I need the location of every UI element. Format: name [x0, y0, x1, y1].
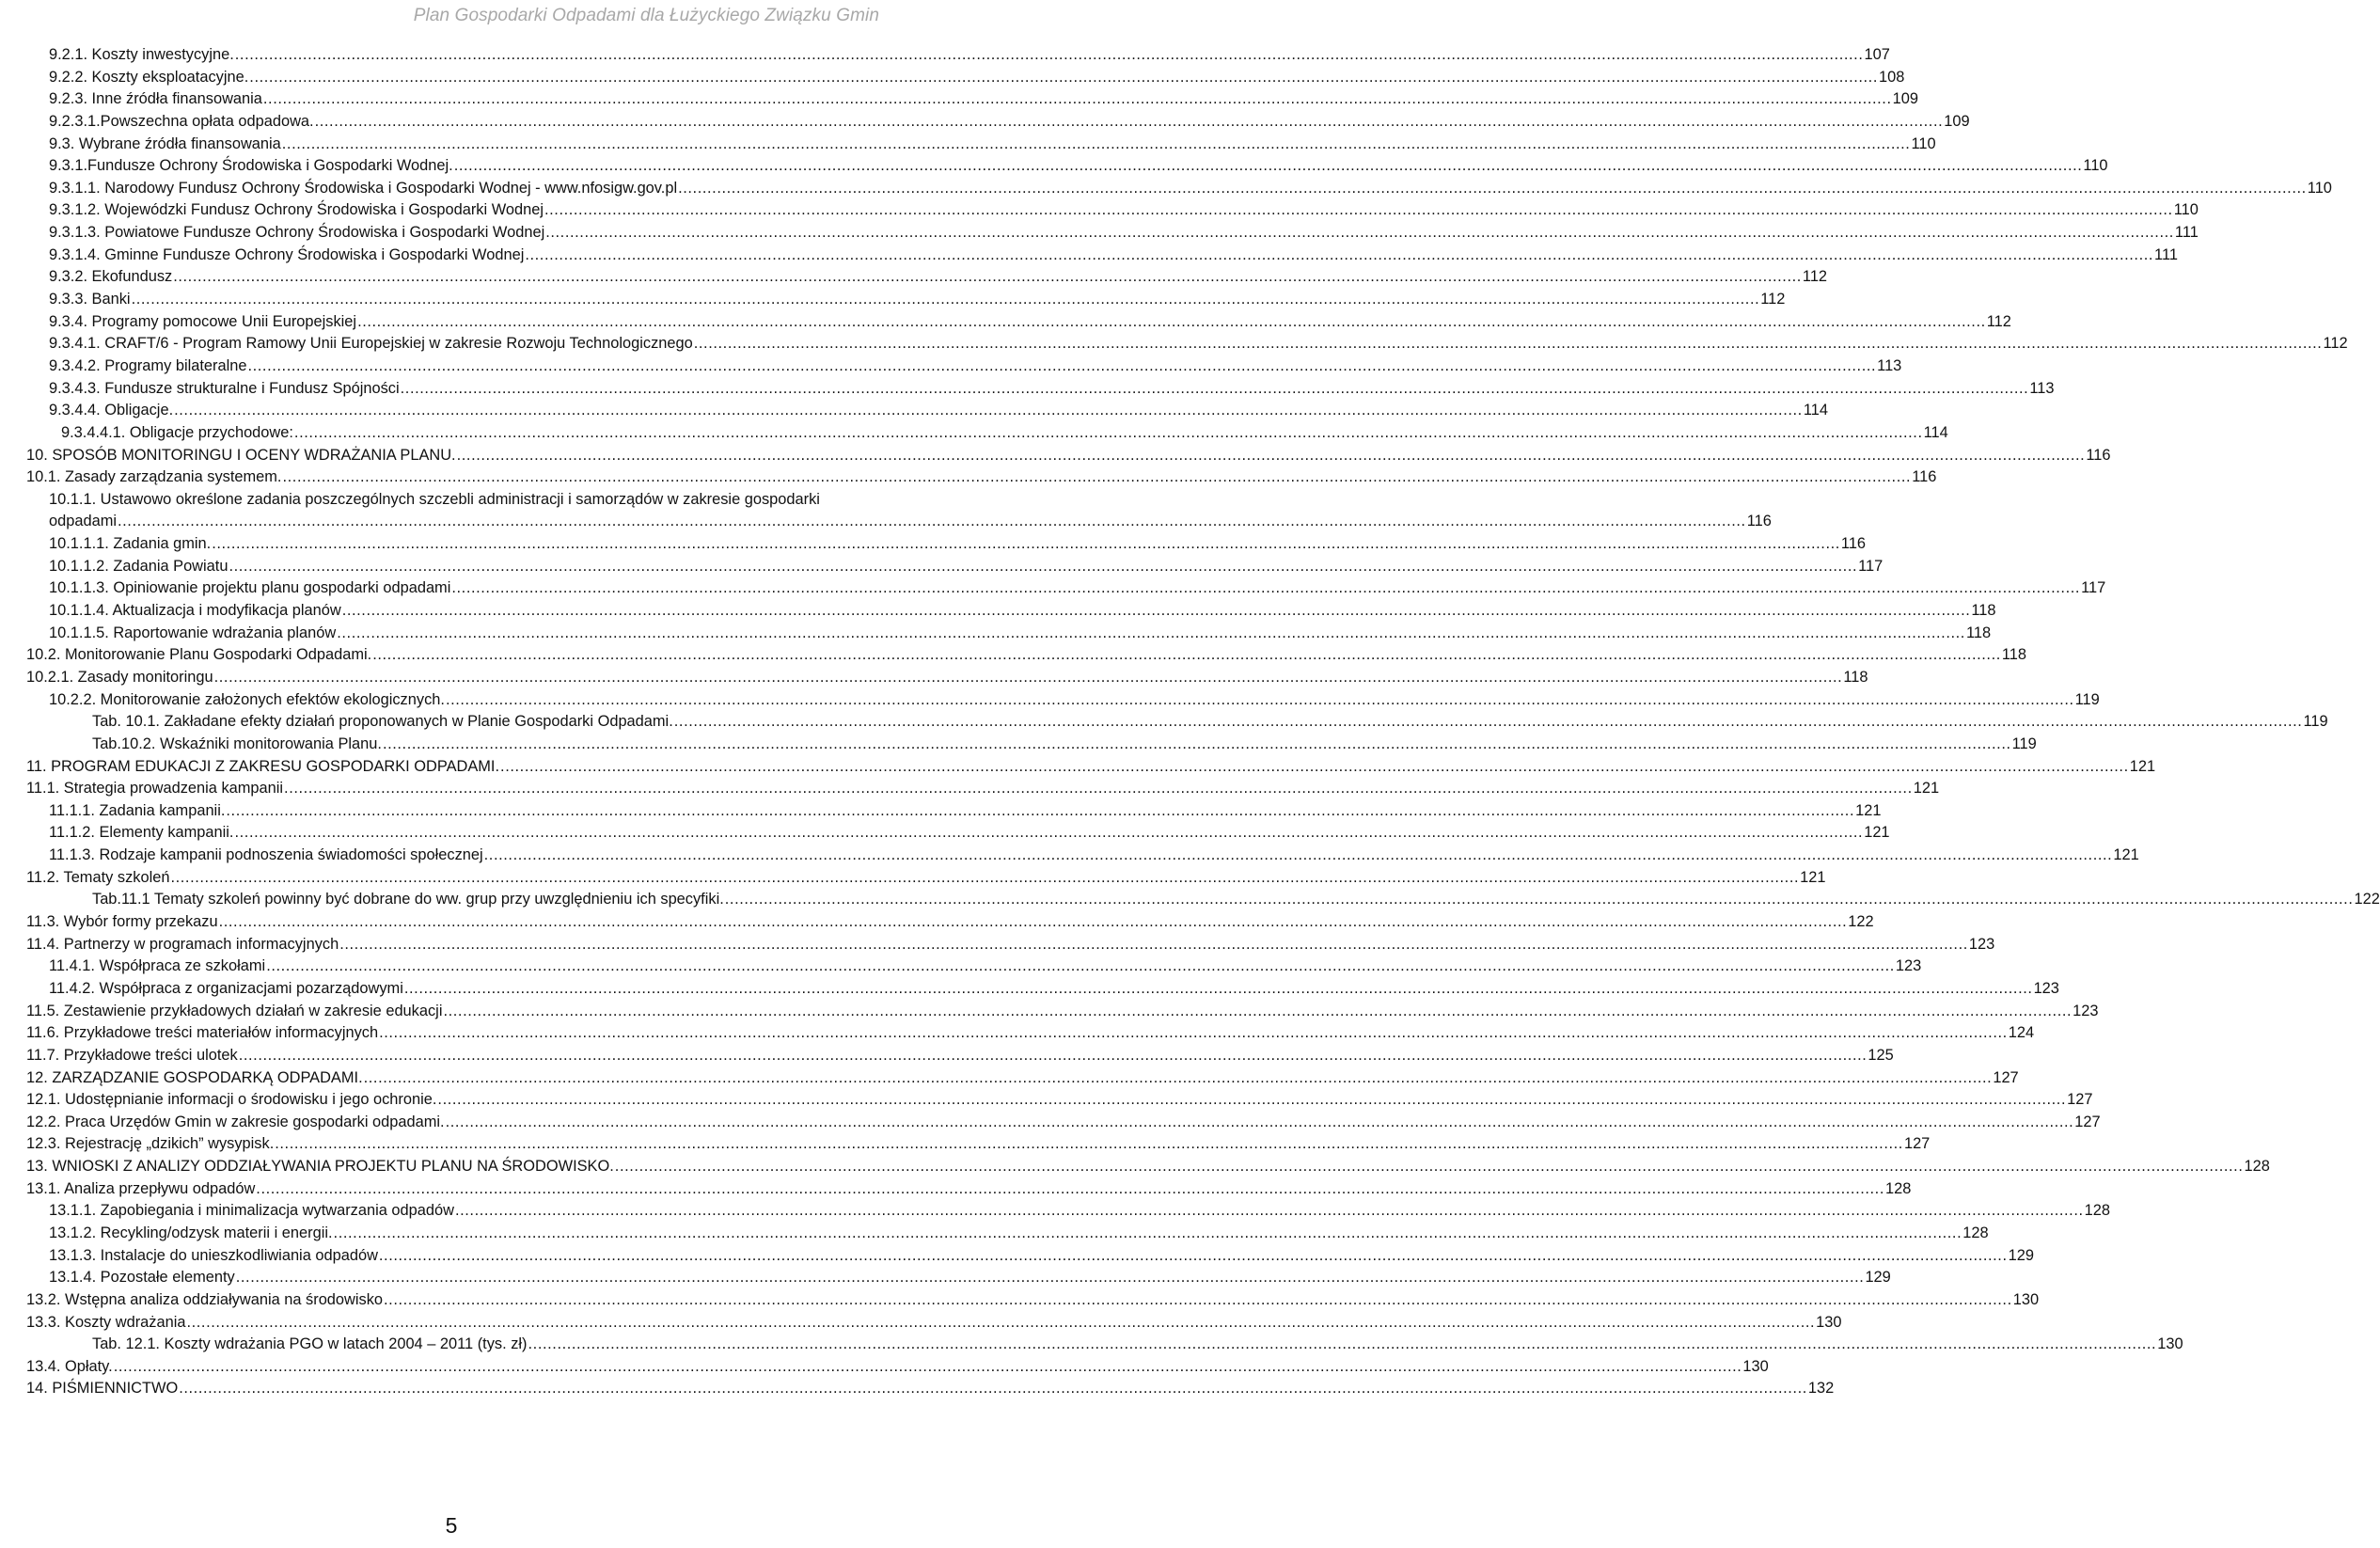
toc-entry[interactable] — [0, 978, 2059, 1001]
toc-dot-leader — [372, 644, 2001, 667]
toc-entry-text: Tab.11.1 Tematy szkoleń powinny być dobrane do ww. grup przy uwzględnieniu ich specyfiki. — [92, 891, 724, 908]
toc-entry-text: 12.1. Udostępnianie informacji o środowisku i jego ochronie. — [26, 1091, 437, 1109]
toc-dot-leader — [404, 978, 2033, 1001]
toc-page-number: 116 — [1840, 535, 1867, 553]
toc-page-number: 112 — [1802, 268, 1828, 286]
toc-page-number: 108 — [1879, 68, 1905, 86]
toc-dot-leader — [294, 422, 1923, 445]
toc-dot-leader — [235, 44, 1864, 67]
toc-dot-leader — [484, 845, 2113, 867]
toc-entry-text: 11.6. Przykładowe treści materiałów informacyjnych — [26, 1024, 379, 1042]
toc-page-number: 129 — [1865, 1269, 1891, 1287]
toc-entry-text: 11.4.2. Współpraca z organizacjami pozarządowymi — [49, 979, 403, 997]
toc-entry-text: 11.1. Strategia prowadzenia kampanii — [26, 780, 284, 798]
toc-page-number: 130 — [2012, 1290, 2040, 1308]
toc-entry[interactable] — [0, 623, 1992, 645]
toc-page-number: 116 — [1746, 513, 1772, 530]
toc-entry-text: 12. ZARZĄDZANIE GOSPODARKĄ ODPADAMI. — [26, 1068, 363, 1086]
table-of-contents — [0, 44, 2380, 1400]
toc-dot-leader — [674, 711, 2303, 734]
toc-dot-leader — [339, 934, 1968, 956]
toc-page-number: 130 — [2157, 1335, 2183, 1353]
toc-dot-leader — [249, 67, 1878, 89]
toc-page-number: 113 — [2029, 379, 2055, 397]
toc-entry-continuation: odpadami — [49, 513, 117, 530]
toc-entry[interactable] — [0, 911, 1874, 934]
toc-page-number: 122 — [1848, 913, 1874, 931]
toc-page-number: 118 — [2001, 646, 2027, 664]
toc-page-number: 110 — [2307, 179, 2332, 197]
toc-entry[interactable] — [0, 1312, 1842, 1335]
toc-dot-leader — [226, 800, 1854, 823]
toc-page-number: 127 — [1993, 1068, 2019, 1086]
toc-entry[interactable] — [0, 1356, 1769, 1379]
toc-page-number: 117 — [2081, 579, 2106, 597]
toc-dot-leader — [219, 911, 1848, 934]
toc-page-number: 128 — [2244, 1158, 2270, 1176]
toc-entry[interactable] — [0, 222, 2199, 245]
toc-page-number: 121 — [1800, 868, 1826, 886]
toc-entry-text: 9.3.1.3. Powiatowe Fundusze Ochrony Środowiska i Gospodarki Wodnej — [49, 224, 545, 242]
toc-page-number: 116 — [2086, 446, 2111, 464]
toc-entry[interactable] — [0, 1022, 2035, 1045]
toc-page-number: 123 — [1968, 935, 1995, 953]
toc-entry[interactable] — [0, 67, 1905, 89]
toc-entry-text: 10.1. Zasady zarządzania systemem. — [26, 468, 282, 486]
toc-entry-text: 13.1.4. Pozostałe elementy — [49, 1269, 235, 1287]
toc-entry[interactable] — [0, 1045, 1894, 1067]
toc-entry-text: 9.3.2. Ekofundusz — [49, 268, 173, 286]
toc-entry-text: 13.1.2. Recykling/odzysk materii i energii. — [49, 1224, 333, 1241]
toc-dot-leader — [500, 756, 2129, 779]
toc-dot-leader — [437, 1089, 2066, 1112]
toc-page-number: 121 — [2129, 757, 2156, 775]
toc-dot-leader — [256, 1178, 1884, 1201]
toc-page-number: 123 — [1895, 957, 1922, 975]
toc-entry-text: 13.3. Koszty wdrażania — [26, 1313, 186, 1331]
toc-dot-leader — [114, 1356, 1742, 1379]
toc-entry-text: 10.1.1. Ustawowo określone zadania poszczególnych szczebli administracji i samorządów w zakresie gospodarki — [49, 490, 820, 508]
toc-entry[interactable] — [0, 245, 2178, 267]
toc-dot-leader — [443, 1001, 2072, 1023]
toc-entry-text: 10.2.2. Monitorowanie założonych efektów ekologicznych. — [49, 690, 445, 708]
toc-page-number: 128 — [2084, 1202, 2111, 1220]
toc-entry[interactable] — [0, 711, 2328, 734]
toc-entry[interactable] — [0, 1112, 2101, 1134]
toc-entry[interactable] — [0, 134, 1936, 156]
toc-entry-text: 9.2.3. Inne źródła finansowania — [49, 90, 262, 108]
toc-dot-leader — [266, 956, 1895, 978]
toc-page-number: 110 — [2083, 157, 2108, 175]
toc-entry[interactable] — [0, 155, 2108, 178]
toc-page-number: 121 — [1855, 801, 1882, 819]
toc-dot-leader — [132, 289, 1760, 311]
toc-dot-leader — [282, 134, 1911, 156]
toc-entry[interactable] — [0, 1378, 1835, 1400]
toc-entry[interactable] — [0, 378, 2055, 401]
toc-page-number: 114 — [1923, 423, 1948, 441]
toc-entry-text: 9.3.4.3. Fundusze strukturalne i Fundusz Spójności — [49, 379, 400, 397]
toc-page-number: 112 — [2323, 335, 2348, 353]
toc-entry-text: 11.4.1. Współpraca ze szkołami — [49, 957, 266, 975]
toc-entry-text: 9.3.4.1. CRAFT/6 - Program Ramowy Unii Europejskiej w zakresie Rozwoju Technologicznego — [49, 335, 693, 353]
toc-entry[interactable] — [0, 734, 2037, 756]
toc-entry[interactable] — [0, 445, 2111, 467]
toc-dot-leader — [379, 1245, 2008, 1268]
toc-dot-leader — [239, 1045, 1868, 1067]
toc-dot-leader — [235, 822, 1864, 845]
toc-dot-leader — [334, 1223, 1962, 1245]
toc-entry[interactable] — [0, 400, 1828, 422]
toc-entry-text: 11.7. Przykładowe treści ulotek — [26, 1046, 238, 1064]
toc-dot-leader — [118, 511, 1746, 533]
toc-page-number: 112 — [1986, 312, 2011, 330]
toc-entry-text: 10.1.1.1. Zadania gmin. — [49, 535, 212, 553]
toc-entry[interactable] — [0, 333, 2348, 355]
toc-entry[interactable] — [0, 756, 2156, 779]
toc-entry-text: 10.1.1.5. Raportowanie wdrażania planów — [49, 624, 337, 641]
toc-dot-leader — [457, 445, 2086, 467]
toc-entry[interactable] — [0, 1223, 1989, 1245]
toc-entry-text: 10.1.1.3. Opiniowanie projektu planu gospodarki odpadami — [49, 579, 451, 597]
toc-page-number: 119 — [2303, 713, 2328, 731]
toc-entry[interactable] — [0, 199, 2199, 222]
toc-entry-text: 9.3.4.4.1. Obligacje przychodowe: — [61, 423, 293, 441]
toc-page-number: 122 — [2354, 891, 2380, 908]
toc-page-number: 129 — [2008, 1246, 2034, 1264]
toc-dot-leader — [212, 533, 1840, 556]
toc-entry-text: 10.2. Monitorowanie Planu Gospodarki Odpadami. — [26, 646, 372, 664]
toc-page-number: 114 — [1803, 402, 1828, 419]
toc-entry-text: 13. WNIOSKI Z ANALIZY ODDZIAŁYWANIA PROJEKTU PLANU NA ŚRODOWISKO. — [26, 1158, 614, 1176]
toc-entry-text: 11.4. Partnerzy w programach informacyjnych — [26, 935, 339, 953]
toc-page-number: 125 — [1868, 1046, 1894, 1064]
toc-entry-text: 13.1. Analiza przepływu odpadów — [26, 1179, 256, 1197]
toc-entry-text: 11. PROGRAM EDUKACJI Z ZAKRESU GOSPODARKI ODPADAMI. — [26, 757, 500, 775]
toc-dot-leader — [315, 111, 1944, 134]
toc-entry[interactable] — [0, 266, 1828, 289]
toc-page-number: 132 — [1807, 1380, 1835, 1398]
toc-page-number: 128 — [1962, 1224, 1989, 1241]
toc-dot-leader — [342, 600, 1971, 623]
toc-page-number: 110 — [2173, 201, 2199, 219]
toc-entry-text: 13.2. Wstępna analiza oddziaływania na środowisko — [26, 1290, 384, 1308]
toc-entry[interactable] — [0, 956, 1922, 978]
toc-entry[interactable] — [0, 1001, 2099, 1023]
toc-entry[interactable] — [0, 1289, 2040, 1312]
toc-entry[interactable] — [0, 466, 1937, 489]
toc-entry-text: Tab. 12.1. Koszty wdrażania PGO w latach 2004 – 2011 (tys. zł) — [92, 1335, 528, 1353]
toc-entry-text: 9.3.1.1. Narodowy Fundusz Ochrony Środowiska i Gospodarki Wodnej - www.nfosigw.gov.pl — [49, 179, 678, 197]
toc-entry-text: 9.3.1.Fundusze Ochrony Środowiska i Gospodarki Wodnej. — [49, 157, 453, 175]
toc-entry[interactable] — [0, 1267, 1891, 1289]
toc-entry[interactable] — [0, 577, 2106, 600]
toc-page-number: 119 — [2011, 735, 2037, 752]
toc-page-number: 113 — [1877, 356, 1902, 374]
toc-entry-text: 9.2.2. Koszty eksploatacyjne. — [49, 68, 249, 86]
toc-dot-leader — [544, 199, 2173, 222]
toc-entry-text: 9.3.4.2. Programy bilateralne — [49, 356, 247, 374]
toc-entry[interactable] — [0, 489, 1772, 533]
toc-dot-leader — [229, 556, 1857, 578]
toc-entry-text: 12.2. Praca Urzędów Gmin w zakresie gospodarki odpadami. — [26, 1113, 445, 1130]
toc-page-number: 111 — [2174, 224, 2199, 242]
toc-dot-leader — [186, 1312, 1815, 1335]
toc-entry[interactable] — [0, 1200, 2111, 1223]
toc-entry-text: Tab. 10.1. Zakładane efekty działań proponowanych w Planie Gospodarki Odpadami. — [92, 713, 673, 731]
toc-dot-leader — [236, 1267, 1865, 1289]
toc-page-number: 127 — [2074, 1113, 2101, 1130]
toc-entry[interactable] — [0, 867, 1826, 890]
toc-dot-leader — [384, 1289, 2012, 1312]
toc-page-number: 128 — [1885, 1179, 1912, 1197]
toc-dot-leader — [694, 333, 2323, 355]
toc-entry[interactable] — [0, 533, 1867, 556]
toc-entry-text: 9.3. Wybrane źródła finansowania — [49, 134, 281, 152]
toc-entry[interactable] — [0, 1178, 1912, 1201]
toc-entry[interactable] — [0, 1156, 2270, 1178]
toc-dot-leader — [615, 1156, 2244, 1178]
toc-dot-leader — [282, 466, 1911, 489]
toc-entry[interactable] — [0, 689, 2100, 712]
toc-dot-leader — [446, 1112, 2074, 1134]
toc-entry-text: 11.1.3. Rodzaje kampanii podnoszenia świadomości społecznej — [49, 846, 483, 864]
toc-entry[interactable] — [0, 822, 1890, 845]
toc-dot-leader — [678, 178, 2307, 200]
page-header-title: Plan Gospodarki Odpadami dla Łużyckiego Związku Gmin — [413, 6, 879, 25]
toc-entry[interactable] — [0, 289, 1786, 311]
toc-dot-leader — [357, 311, 1986, 334]
toc-page-number: 118 — [1971, 602, 1996, 620]
toc-entry[interactable] — [0, 88, 1918, 111]
toc-dot-leader — [454, 155, 2083, 178]
toc-dot-leader — [401, 378, 2029, 401]
toc-entry[interactable] — [0, 800, 1882, 823]
toc-entry[interactable] — [0, 600, 1996, 623]
toc-page-number: 112 — [1760, 291, 1786, 308]
toc-page-number: 121 — [1913, 780, 1940, 798]
toc-entry-text: 10.1.1.2. Zadania Powiatu — [49, 557, 229, 575]
toc-page-number: 123 — [2073, 1002, 2099, 1019]
toc-entry[interactable] — [0, 778, 1940, 800]
toc-entry[interactable] — [0, 44, 1890, 67]
toc-page-number: 121 — [1864, 824, 1890, 842]
page-number: 5 — [445, 1513, 458, 1538]
toc-entry[interactable] — [0, 422, 1948, 445]
toc-dot-leader — [179, 1378, 1807, 1400]
toc-page-number: 109 — [1892, 90, 1918, 108]
toc-entry[interactable] — [0, 311, 2011, 334]
toc-page-number: 118 — [1843, 668, 1868, 686]
toc-entry-text: 10.2.1. Zasady monitoringu — [26, 668, 213, 686]
toc-dot-leader — [451, 577, 2080, 600]
toc-entry-text: 13.1.1. Zapobiegania i minimalizacja wytwarzania odpadów — [49, 1202, 454, 1220]
toc-entry-text: 9.3.4.4. Obligacje. — [49, 402, 174, 419]
toc-page-number: 119 — [2074, 690, 2100, 708]
toc-dot-leader — [214, 667, 1843, 689]
toc-dot-leader — [263, 88, 1892, 111]
toc-entry-text: 9.2.1. Koszty inwestycyjne. — [49, 46, 234, 63]
toc-page-number: 109 — [1944, 112, 1970, 130]
toc-entry[interactable] — [0, 1067, 2019, 1090]
toc-entry-text: 10.1.1.4. Aktualizacja i modyfikacja planów — [49, 602, 341, 620]
toc-dot-leader — [446, 689, 2074, 712]
toc-page-number: 110 — [1911, 134, 1936, 152]
toc-entry-text: 9.2.3.1.Powszechna opłata odpadowa. — [49, 112, 314, 130]
toc-entry[interactable] — [0, 644, 2027, 667]
toc-entry-text: 9.3.1.4. Gminne Fundusze Ochrony Środowiska i Gospodarki Wodnej — [49, 245, 525, 263]
toc-page-number: 107 — [1864, 46, 1890, 63]
toc-dot-leader — [247, 355, 1876, 378]
toc-entry-text: 11.2. Tematy szkoleń — [26, 868, 170, 886]
toc-page-number: 127 — [2067, 1091, 2093, 1109]
toc-entry[interactable] — [0, 1334, 2183, 1356]
toc-entry-text: Tab.10.2. Wskaźniki monitorowania Planu. — [92, 735, 382, 752]
toc-entry-text: 13.4. Opłaty. — [26, 1357, 113, 1375]
toc-dot-leader — [383, 734, 2011, 756]
toc-entry-text: 11.1.1. Zadania kampanii. — [49, 801, 226, 819]
toc-entry[interactable] — [0, 845, 2139, 867]
toc-dot-leader — [379, 1022, 2008, 1045]
toc-dot-leader — [275, 1133, 1903, 1156]
toc-page-number: 117 — [1858, 557, 1884, 575]
toc-entry[interactable] — [0, 934, 1995, 956]
toc-entry[interactable] — [0, 355, 1902, 378]
toc-entry[interactable] — [0, 1133, 1931, 1156]
toc-page-number: 118 — [1965, 624, 1992, 641]
toc-entry-text: 11.1.2. Elementy kampanii. — [49, 824, 234, 842]
toc-dot-leader — [528, 1334, 2157, 1356]
toc-dot-leader — [174, 400, 1803, 422]
toc-dot-leader — [545, 222, 2174, 245]
toc-dot-leader — [170, 867, 1799, 890]
toc-page-number: 121 — [2113, 846, 2139, 864]
toc-entry-text: 9.3.1.2. Wojewódzki Fundusz Ochrony Środowiska i Gospodarki Wodnej — [49, 201, 544, 219]
toc-page-number: 130 — [1816, 1313, 1842, 1331]
toc-entry[interactable] — [0, 178, 2332, 200]
toc-dot-leader — [364, 1067, 1993, 1090]
toc-dot-leader — [525, 245, 2153, 267]
toc-entry-text: 12.3. Rejestrację „dzikich” wysypisk. — [26, 1135, 275, 1153]
toc-entry-text: 11.3. Wybór formy przekazu — [26, 913, 218, 931]
toc-dot-leader — [337, 623, 1965, 645]
toc-page-number: 123 — [2033, 979, 2059, 997]
toc-entry[interactable] — [0, 111, 1970, 134]
toc-page-number: 130 — [1742, 1357, 1769, 1375]
toc-entry[interactable] — [0, 556, 1884, 578]
toc-entry-text: 9.3.3. Banki — [49, 291, 131, 308]
toc-dot-leader — [455, 1200, 2084, 1223]
toc-page-number: 116 — [1912, 468, 1937, 486]
toc-entry[interactable] — [0, 1089, 2093, 1112]
toc-page-number: 127 — [1903, 1135, 1931, 1153]
toc-entry[interactable] — [0, 1245, 2034, 1268]
toc-entry-text: 13.1.3. Instalacje do unieszkodliwiania odpadów — [49, 1246, 378, 1264]
toc-entry[interactable] — [0, 667, 1868, 689]
toc-entry[interactable] — [0, 889, 2380, 911]
toc-dot-leader — [173, 266, 1802, 289]
toc-page-number: 111 — [2154, 245, 2178, 263]
toc-entry-text: 9.3.4. Programy pomocowe Unii Europejskiej — [49, 312, 357, 330]
toc-page-number: 124 — [2008, 1024, 2035, 1042]
toc-entry-text: 11.5. Zestawienie przykładowych działań w zakresie edukacji — [26, 1002, 443, 1019]
toc-dot-leader — [725, 889, 2354, 911]
toc-dot-leader — [284, 778, 1913, 800]
toc-entry-text: 14. PIŚMIENNICTWO — [26, 1380, 179, 1398]
toc-entry-text: 10. SPOSÓB MONITORINGU I OCENY WDRAŻANIA PLANU. — [26, 446, 456, 464]
